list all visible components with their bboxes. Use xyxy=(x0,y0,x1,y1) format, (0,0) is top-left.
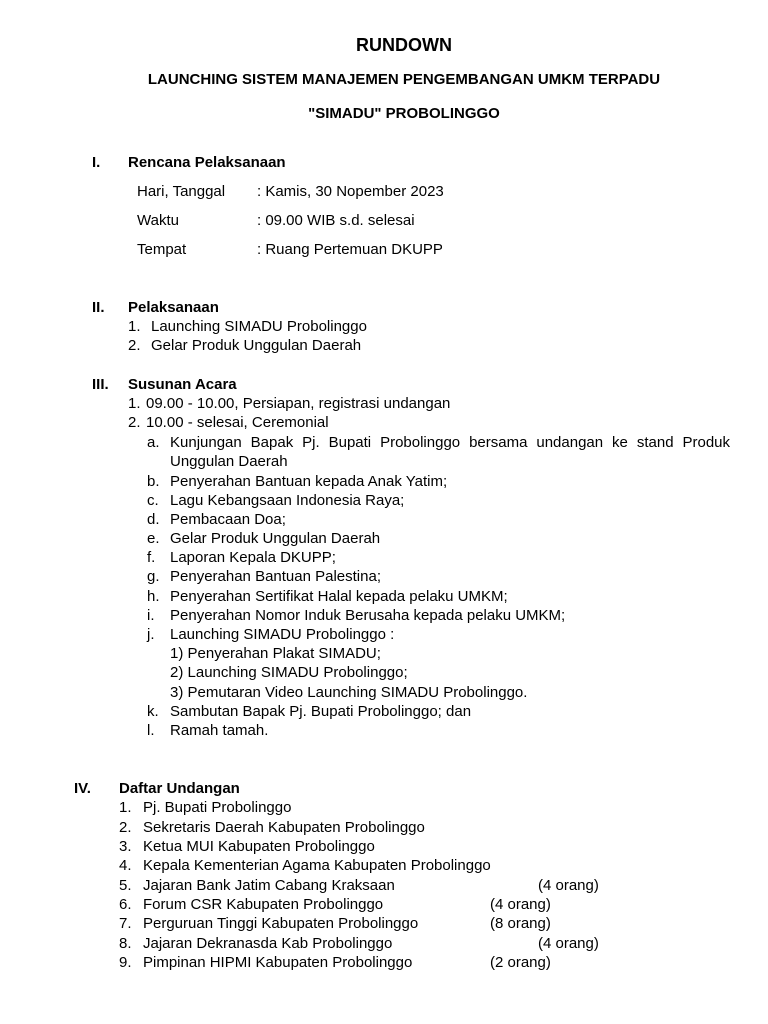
sub-item: Penyerahan Bantuan kepada Anak Yatim; xyxy=(170,473,448,490)
sub-item: Pembacaan Doa; xyxy=(170,511,286,528)
section-number: III. xyxy=(92,376,109,393)
info-value: : Kamis, 30 Nopember 2023 xyxy=(257,183,444,200)
list-item: Pj. Bupati Probolinggo xyxy=(143,799,292,816)
sub-item-letter: g. xyxy=(147,568,160,585)
sub-item-letter: b. xyxy=(147,473,160,490)
list-item-number: 8. xyxy=(119,935,132,952)
list-item-number: 2. xyxy=(119,819,132,836)
info-value: : Ruang Pertemuan DKUPP xyxy=(257,241,443,258)
section-number: I. xyxy=(92,154,101,171)
sub-item: Laporan Kepala DKUPP; xyxy=(170,549,336,566)
list-item-number: 2. xyxy=(128,337,141,354)
sub-sub-item: 1) Penyerahan Plakat SIMADU; xyxy=(170,645,381,662)
list-item-number: 5. xyxy=(119,877,132,894)
info-label: Hari, Tanggal xyxy=(137,183,226,200)
sub-item: Penyerahan Nomor Induk Berusaha kepada pelaku UMKM; xyxy=(170,607,566,624)
sub-item: Launching SIMADU Probolinggo : xyxy=(170,626,395,643)
section-heading: Rencana Pelaksanaan xyxy=(128,154,286,171)
sub-item-letter: e. xyxy=(147,530,160,547)
section-number: IV. xyxy=(74,780,91,797)
sub-item-letter: f. xyxy=(147,549,156,566)
sub-item: Penyerahan Sertifikat Halal kepada pelaku UMKM; xyxy=(170,588,508,605)
section-heading: Pelaksanaan xyxy=(128,299,219,316)
invitee-count: (2 orang) xyxy=(490,954,551,971)
list-item-number: 3. xyxy=(119,838,132,855)
sub-item-letter: j. xyxy=(147,626,155,643)
list-item: Forum CSR Kabupaten Probolinggo xyxy=(143,896,384,913)
sub-item: Gelar Produk Unggulan Daerah xyxy=(170,530,381,547)
list-item: Jajaran Bank Jatim Cabang Kraksaan xyxy=(143,877,395,894)
list-item: Jajaran Dekranasda Kab Probolinggo xyxy=(143,935,393,952)
sub-item-letter: a. xyxy=(147,434,160,451)
list-item-number: 6. xyxy=(119,896,132,913)
sub-item-letter: c. xyxy=(147,492,159,509)
sub-item-letter: h. xyxy=(147,588,160,605)
invitee-count: (4 orang) xyxy=(538,935,599,952)
section-heading: Susunan Acara xyxy=(128,376,237,393)
info-value: : 09.00 WIB s.d. selesai xyxy=(257,212,415,229)
sub-item: Lagu Kebangsaan Indonesia Raya; xyxy=(170,492,405,509)
info-label: Waktu xyxy=(137,212,179,229)
list-item: Kepala Kementerian Agama Kabupaten Probolinggo xyxy=(143,857,491,874)
document-subtitle-line2: "SIMADU" PROBOLINGGO xyxy=(308,105,500,122)
sub-item-continuation: Unggulan Daerah xyxy=(170,453,288,470)
list-item: Pimpinan HIPMI Kabupaten Probolinggo xyxy=(143,954,413,971)
sub-item: Kunjungan Bapak Pj. Bupati Probolinggo bersama undangan ke stand Produk xyxy=(170,434,730,451)
list-item-number: 1. xyxy=(128,318,141,335)
list-item-number: 1. xyxy=(119,799,132,816)
list-item: Sekretaris Daerah Kabupaten Probolinggo xyxy=(143,819,425,836)
list-item-number: 4. xyxy=(119,857,132,874)
sub-item-letter: k. xyxy=(147,703,159,720)
document-title: RUNDOWN xyxy=(356,35,452,55)
info-label: Tempat xyxy=(137,241,187,258)
document-subtitle-line1: LAUNCHING SISTEM MANAJEMEN PENGEMBANGAN UMKM TERPADU xyxy=(147,71,661,88)
section-number: II. xyxy=(92,299,105,316)
list-item: 10.00 - selesai, Ceremonial xyxy=(146,414,329,431)
sub-sub-item: 2) Launching SIMADU Probolinggo; xyxy=(170,664,408,681)
list-item: Launching SIMADU Probolinggo xyxy=(151,318,367,335)
section-heading: Daftar Undangan xyxy=(119,780,240,797)
list-item: Gelar Produk Unggulan Daerah xyxy=(151,337,362,354)
list-item-number: 1. xyxy=(128,395,141,412)
invitee-count: (4 orang) xyxy=(538,877,599,894)
list-item-number: 2. xyxy=(128,414,141,431)
sub-item: Penyerahan Bantuan Palestina; xyxy=(170,568,381,585)
list-item-number: 7. xyxy=(119,915,132,932)
list-item-number: 9. xyxy=(119,954,132,971)
list-item: Ketua MUI Kabupaten Probolinggo xyxy=(143,838,375,855)
invitee-count: (8 orang) xyxy=(490,915,551,932)
sub-sub-item: 3) Pemutaran Video Launching SIMADU Probolinggo. xyxy=(170,684,528,701)
sub-item-letter: d. xyxy=(147,511,160,528)
sub-item-letter: i. xyxy=(147,607,155,624)
sub-item-letter: l. xyxy=(147,722,155,739)
invitee-count: (4 orang) xyxy=(490,896,551,913)
list-item: Perguruan Tinggi Kabupaten Probolinggo xyxy=(143,915,419,932)
sub-item: Ramah tamah. xyxy=(170,722,269,739)
sub-item: Sambutan Bapak Pj. Bupati Probolinggo; dan xyxy=(170,703,472,720)
list-item: 09.00 - 10.00, Persiapan, registrasi undangan xyxy=(146,395,451,412)
